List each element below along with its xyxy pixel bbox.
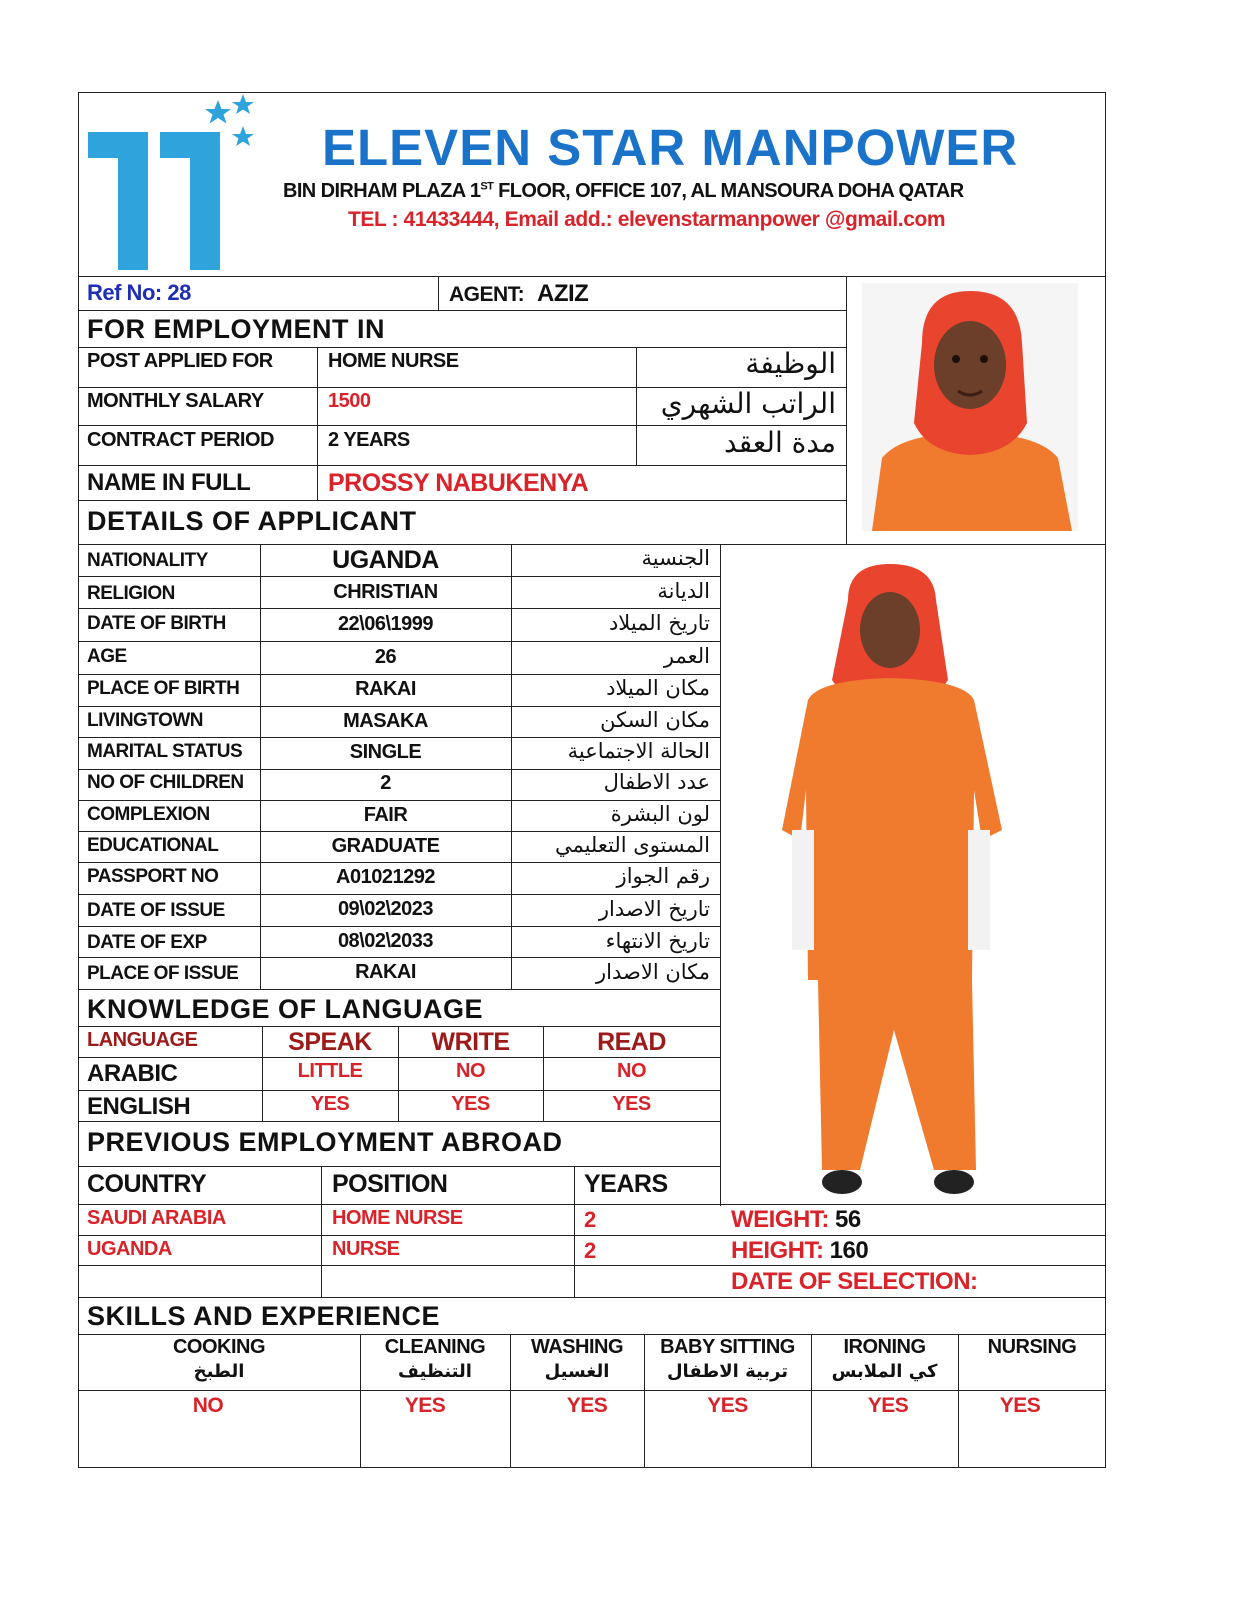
detail-label: COMPLEXION: [87, 804, 210, 825]
detail-arabic: مكان السكن: [600, 708, 710, 732]
detail-value: 08\02\2033: [337, 930, 434, 952]
detail-arabic: عدد الاطفال: [603, 770, 710, 794]
detail-label: DATE OF EXP: [87, 932, 207, 953]
arabic-write: NO: [456, 1060, 485, 1082]
skill-washing-label: WASHING: [530, 1336, 624, 1358]
previous-heading: PREVIOUS EMPLOYMENT ABROAD: [87, 1127, 563, 1157]
arabic-speak: LITTLE: [297, 1060, 363, 1082]
detail-arabic: تاريخ الانتهاء: [605, 929, 710, 953]
detail-value: 09\02\2023: [337, 898, 434, 920]
employment-heading: FOR EMPLOYMENT IN: [87, 314, 385, 344]
detail-label: EDUCATIONAL: [87, 835, 219, 856]
contract-value: 2 YEARS: [328, 429, 410, 451]
detail-label: NATIONALITY: [87, 550, 208, 571]
post-label: POST APPLIED FOR: [87, 350, 273, 372]
skill-cleaning-label: CLEANING: [384, 1336, 486, 1358]
detail-arabic: تاريخ الاصدار: [598, 897, 710, 921]
detail-label: LIVINGTOWN: [87, 710, 204, 731]
weight-field: WEIGHT: 56: [731, 1206, 861, 1233]
ref-number: 28: [167, 280, 191, 305]
detail-label: DATE OF ISSUE: [87, 900, 225, 921]
skill-cooking-value: NO: [192, 1394, 224, 1417]
skill-ironing-arabic: كي الملابس: [831, 1361, 938, 1382]
detail-arabic: الجنسية: [641, 546, 710, 570]
detail-arabic: الحالة الاجتماعية: [567, 739, 710, 763]
skill-cooking-label: COOKING: [172, 1336, 266, 1358]
detail-value: RAKAI: [355, 678, 416, 700]
name-label: NAME IN FULL: [87, 469, 251, 496]
detail-label: PLACE OF BIRTH: [87, 678, 240, 699]
skills-heading: SKILLS AND EXPERIENCE: [87, 1301, 441, 1331]
skill-babysitting-value: YES: [707, 1394, 748, 1417]
english-read: YES: [612, 1093, 651, 1115]
skill-ironing-value: YES: [867, 1394, 909, 1417]
post-arabic: الوظيفة: [745, 347, 836, 380]
prev-country: UGANDA: [87, 1238, 172, 1260]
detail-label: DATE OF BIRTH: [87, 613, 226, 634]
portrait-photo: [862, 283, 1078, 531]
years-col-header: YEARS: [584, 1170, 668, 1198]
detail-value: UGANDA: [332, 546, 439, 574]
skill-washing-value: YES: [566, 1394, 608, 1417]
detail-value: 26: [374, 646, 397, 668]
detail-arabic: العمر: [663, 644, 710, 668]
agent-name: AZIZ: [537, 280, 589, 307]
company-address: BIN DIRHAM PLAZA 1ST FLOOR, OFFICE 107, AL MANSOURA DOHA QATAR: [283, 180, 964, 202]
post-value: HOME NURSE: [328, 350, 459, 372]
full-body-photo: [778, 560, 1004, 1204]
detail-value: CHRISTIAN: [333, 581, 438, 603]
detail-value: MASAKA: [343, 710, 428, 732]
company-contact: TEL : 41433444, Email add.: elevenstarmanpower @gmail.com: [348, 208, 946, 231]
skill-cooking-arabic: الطبخ: [193, 1361, 245, 1382]
detail-arabic: رقم الجواز: [616, 864, 710, 888]
arabic-read: NO: [617, 1060, 646, 1082]
detail-value: A01021292: [336, 866, 435, 888]
salary-label: MONTHLY SALARY: [87, 390, 264, 412]
detail-label: PASSPORT NO: [87, 866, 219, 887]
language-arabic: ARABIC: [87, 1060, 178, 1087]
skill-cleaning-arabic: التنظيف: [398, 1361, 472, 1382]
detail-arabic: مكان الاصدار: [596, 960, 710, 984]
write-col-header: WRITE: [431, 1028, 510, 1056]
detail-arabic: الديانة: [657, 579, 710, 603]
skill-babysitting-arabic: تربية الاطفال: [666, 1361, 789, 1382]
detail-label: AGE: [87, 646, 127, 667]
detail-arabic: لون البشرة: [610, 802, 710, 826]
date-of-selection-label: DATE OF SELECTION:: [731, 1268, 978, 1295]
prev-years: 2: [584, 1207, 596, 1232]
detail-value: RAKAI: [355, 961, 416, 983]
skill-washing-arabic: الغسيل: [544, 1361, 610, 1382]
speak-col-header: SPEAK: [288, 1028, 372, 1056]
read-col-header: READ: [597, 1028, 666, 1056]
detail-label: NO OF CHILDREN: [87, 772, 244, 793]
detail-value: 2: [380, 772, 391, 794]
ref-label: Ref No: 28: [87, 280, 191, 305]
prev-position: HOME NURSE: [332, 1207, 463, 1229]
skill-cleaning-value: YES: [404, 1394, 446, 1417]
height-field: HEIGHT: 160: [731, 1237, 869, 1264]
skill-babysitting-label: BABY SITTING: [660, 1336, 795, 1358]
skill-nursing-label: NURSING: [987, 1336, 1077, 1358]
country-col-header: COUNTRY: [87, 1170, 207, 1198]
detail-value: GRADUATE: [331, 835, 440, 857]
detail-label: RELIGION: [87, 583, 175, 604]
language-heading: KNOWLEDGE OF LANGUAGE: [87, 994, 483, 1024]
skill-ironing-label: IRONING: [843, 1336, 926, 1358]
prev-country: SAUDI ARABIA: [87, 1207, 226, 1229]
detail-value: 22\06\1999: [337, 613, 434, 635]
detail-label: MARITAL STATUS: [87, 741, 243, 762]
agent-label: AGENT:: [449, 283, 525, 306]
language-col-header: LANGUAGE: [87, 1029, 198, 1051]
prev-years: 2: [584, 1238, 596, 1263]
salary-arabic: الراتب الشهري: [660, 387, 836, 420]
salary-value: 1500: [328, 390, 371, 412]
detail-arabic: مكان الميلاد: [606, 676, 710, 700]
applicant-name: PROSSY NABUKENYA: [328, 469, 589, 497]
detail-label: PLACE OF ISSUE: [87, 963, 239, 984]
company-logo: [88, 92, 268, 276]
detail-value: FAIR: [363, 804, 408, 826]
detail-arabic: تاريخ الميلاد: [608, 611, 710, 635]
prev-position: NURSE: [332, 1238, 400, 1260]
company-name: ELEVEN STAR MANPOWER: [322, 119, 1019, 176]
english-speak: YES: [310, 1093, 350, 1115]
contract-label: CONTRACT PERIOD: [87, 429, 274, 451]
language-english: ENGLISH: [87, 1093, 191, 1120]
english-write: YES: [451, 1093, 490, 1115]
detail-arabic: المستوى التعليمي: [554, 833, 710, 857]
contract-arabic: مدة العقد: [724, 426, 836, 459]
details-heading: DETAILS OF APPLICANT: [87, 506, 417, 536]
position-col-header: POSITION: [332, 1170, 448, 1198]
skill-nursing-value: YES: [999, 1394, 1041, 1417]
detail-value: SINGLE: [349, 741, 422, 763]
